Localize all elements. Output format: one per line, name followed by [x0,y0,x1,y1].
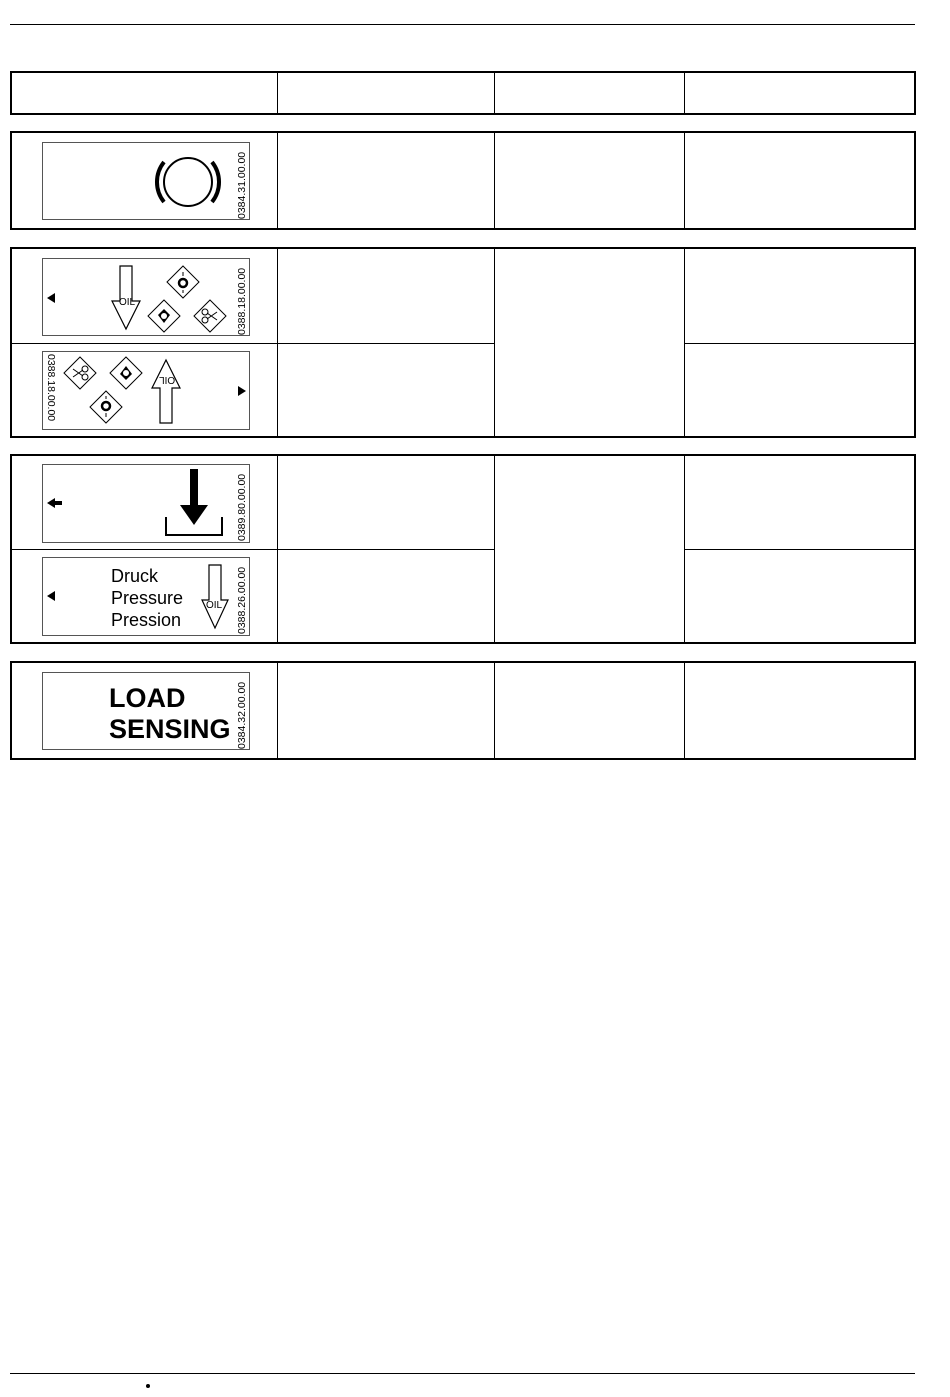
drain-arrow-icon [164,469,224,539]
brake-decal [42,142,250,220]
column-divider [277,73,278,113]
row-divider [12,549,495,550]
column-divider [684,133,685,228]
oil-return-left-decal [42,258,250,336]
footer-rule [10,1373,915,1374]
pressure-label-fr: Pression [111,610,182,630]
column-divider [494,663,495,758]
pressure-decal [42,557,250,636]
load-sensing-line2: SENSING [109,714,231,744]
decal-code: 0388.18.00.00 [45,354,57,422]
gear-diamond-icon [147,299,181,333]
arrow-left-icon [47,293,57,303]
oil-down-arrow-icon [201,564,229,630]
oil-return-right-decal [42,351,250,430]
row-divider [12,343,495,344]
table-brake [10,131,916,230]
table-drain-pressure [10,454,916,644]
lube-diamond-icon [166,265,200,299]
decal-code: 0388.18.00.00 [236,267,248,335]
table-oil-return [10,247,916,438]
pressure-label-en: Pressure [111,588,184,608]
footer-bullet [146,1384,150,1388]
oil-label: OIL [159,374,176,385]
column-divider [684,663,685,758]
column-divider [494,133,495,228]
oil-up-arrow-icon [151,358,181,424]
table-load-sensing [10,661,916,760]
gear-diamond-icon [109,356,143,390]
arrow-left-icon [47,591,57,601]
cutter-diamond-icon [63,356,97,390]
oil-label: OIL [119,297,136,308]
header-rule [10,24,915,25]
column-divider [277,663,278,758]
lube-diamond-icon [89,390,123,424]
arrow-left-icon [47,498,63,508]
decal-code: 0384.32.00.00 [236,681,248,749]
pressure-label-de: Druck [111,566,159,586]
arrow-right-icon [236,386,246,396]
header-table [10,71,916,115]
drain-decal [42,464,250,543]
decal-code: 0388.26.00.00 [236,566,248,634]
cutter-diamond-icon [193,299,227,333]
column-divider [684,73,685,113]
load-sensing-line1: LOAD [109,683,186,713]
oil-label: OIL [206,600,223,611]
decal-code: 0389.80.00.00 [236,473,248,541]
decal-code: 0384.31.00.00 [236,151,248,219]
column-divider [494,73,495,113]
brake-circle-icon [148,145,228,219]
load-sensing-decal [42,672,250,750]
column-divider [277,133,278,228]
row-divider [684,343,914,344]
row-divider [684,549,914,550]
